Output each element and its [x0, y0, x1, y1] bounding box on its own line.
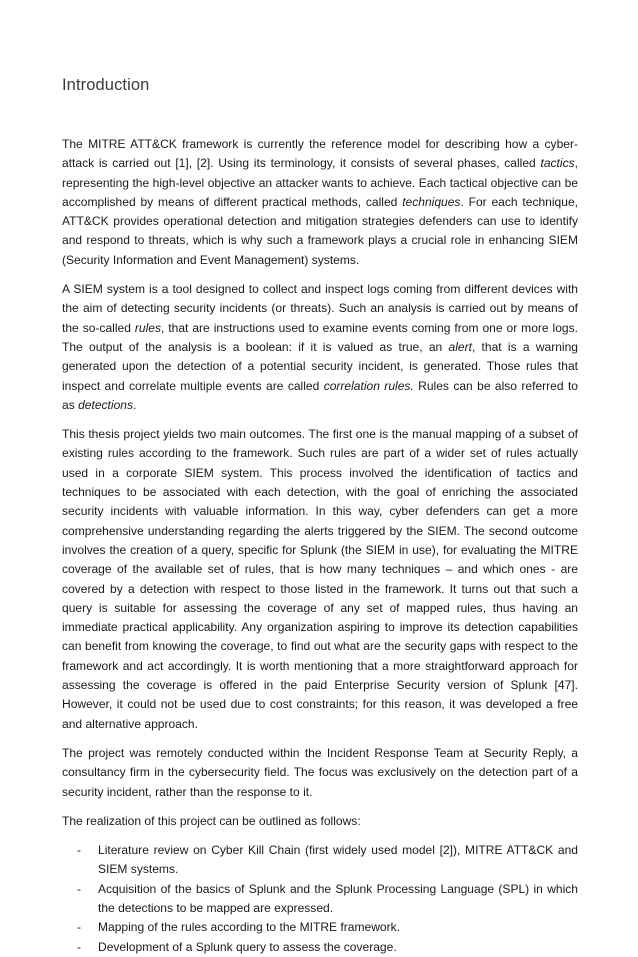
list-item-text: Mapping of the rules according to the MITRE framework. [98, 920, 400, 935]
text-run: . For each technique, ATT&CK provides operational detection and mitigation strategies defenders can use to identify and respond to threats, which is why such a framework plays a crucial role in enhancing SIEM (Security Information and Event Management) systems. [62, 194, 578, 267]
emphasis-alert: alert [448, 339, 472, 354]
emphasis-rules: rules [134, 320, 161, 335]
emphasis-tactics: tactics [540, 156, 575, 171]
list-item-text: Development of a Splunk query to assess the coverage. [98, 939, 397, 954]
list-dash: - [77, 843, 82, 858]
list-item [62, 880, 578, 919]
outline-list [62, 841, 578, 957]
text-run: A SIEM system is a tool designed to collect and inspect logs coming from different devices with the aim of detecting security incidents (or threats). Such an analysis is carried out by means of the so-called [62, 282, 578, 335]
emphasis-detections: detections [78, 397, 133, 412]
paragraph-framework [62, 135, 578, 270]
list-dash: - [77, 881, 82, 896]
emphasis-correlation-rules: correlation rules. [323, 378, 414, 393]
paragraph-outcomes: This thesis project yields two main outcomes. The first one is the manual mapping of a subset of existing rules according to the framework. Such rules are part of a wider set of rules actually used in a corporate SIEM system. This process involved the identification of tactics and techniques to be associated with each detection, with the goal of enriching the associated security incidents with valuable information. In this way, cyber defenders can get a more comprehensive understanding regarding the alerts triggered by the SIEM. The second outcome involves the creation of a query, specific for Splunk (the SIEM in use), for evaluating the MITRE coverage of the available set of rules, that is how many techniques – and which ones - are covered by a detection with respect to those listed in the framework. It turns out that such a query is suitable for assessing the coverage of any set of mapped rules, thus having an immediate practical applicability. Any organization aspiring to improve its detection capabilities can benefit from knowing the coverage, to find out what are the security gaps with respect to the framework and act accordingly. It is worth mentioning that a more straightforward approach for assessing the coverage is offered in the paid Enterprise Security version of Splunk [47]. However, it could not be used due to cost constraints; for this reason, it was developed a free and alternative approach. [62, 427, 578, 731]
body-text [62, 135, 578, 957]
text-run: , representing the high-level objective an attacker wants to achieve. Each tactical objective can be accomplished by means of different practical methods, called [62, 156, 578, 209]
emphasis-techniques: techniques [402, 194, 461, 209]
section-heading: Introduction [62, 76, 150, 94]
list-item [62, 841, 578, 880]
text-run: . [133, 397, 137, 412]
text-run: Rules can be also referred to as [62, 378, 578, 412]
list-dash: - [77, 920, 82, 935]
paragraph-siem [62, 280, 578, 415]
text-run: , that are instructions used to examine events coming from one or more logs. The output of the analysis is a boolean: if it is valued as true, an [62, 320, 579, 354]
list-item [62, 918, 578, 937]
list-dash: - [77, 939, 82, 954]
text-run: , that is a warning generated upon the detection of a potential security incident, is generated. Those rules that inspect and correlate multiple events are called [62, 339, 579, 393]
paragraph-outline-intro: The realization of this project can be outlined as follows: [62, 813, 361, 828]
list-item-text: Acquisition of the basics of Splunk and the Splunk Processing Language (SPL) in which the detections to be mapped are expressed. [98, 881, 578, 915]
text-run: The MITRE ATT&CK framework is currently the reference model for describing how a cyber-attack is carried out [1], [2]. Using its terminology, it consists of several phases, called [62, 137, 578, 171]
list-item [62, 938, 578, 957]
paragraph-project: The project was remotely conducted within the Incident Response Team at Security Reply, a consultancy firm in the cybersecurity field. The focus was exclusively on the detection part of a security incident, rather than the response to it. [62, 745, 578, 799]
list-item-text: Literature review on Cyber Kill Chain (first widely used model [2]), MITRE ATT&CK and SIEM systems. [98, 843, 578, 877]
